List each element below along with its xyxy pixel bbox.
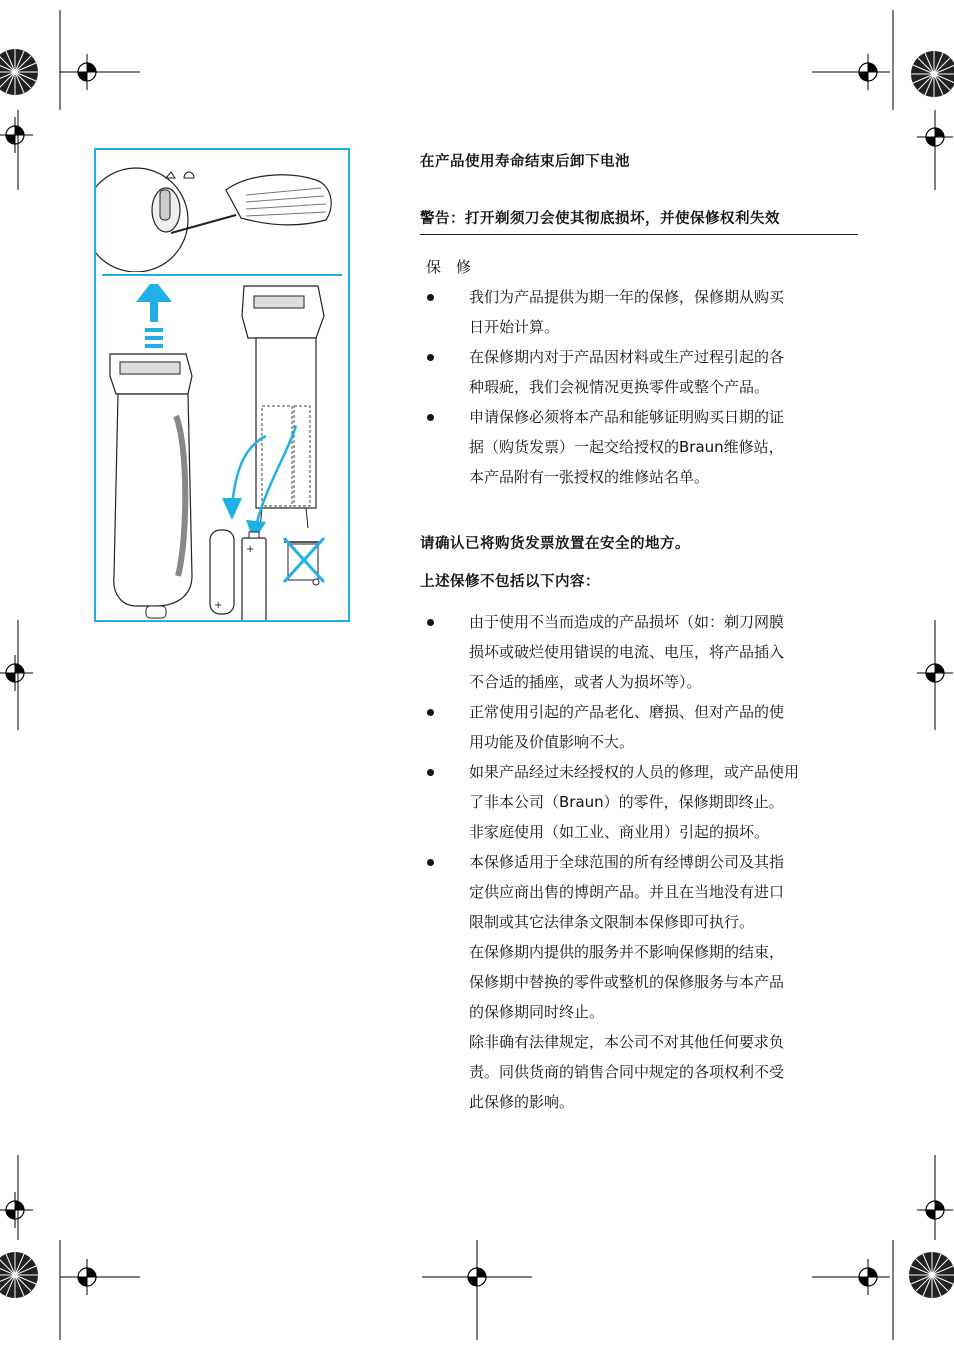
bullet-dot (427, 859, 434, 866)
exclusions-section (420, 607, 860, 1117)
list-item-line: 本产品附有一张授权的维修站名单。 (469, 468, 710, 486)
list-item-line: 非家庭使用（如工业、商业用）引起的损坏。 (469, 823, 770, 841)
receipt-note-block (420, 532, 860, 553)
list-item-line: 定供应商出售的博朗产品。并且在当地没有进口 (469, 883, 785, 901)
bullet-dot (427, 354, 434, 361)
bullet-dot (427, 769, 434, 776)
list-item-line: 损坏或破烂使用错误的电流、电压，将产品插入 (469, 643, 785, 661)
remove-battery-heading-block (420, 150, 860, 171)
list-item-line: 限制或其它法律条文限制本保修即可执行。 (469, 913, 755, 931)
battery-removal-illustration (94, 148, 350, 622)
list-item (420, 607, 860, 697)
list-item-line: 种瑕疵，我们会视情况更换零件或整个产品。 (469, 378, 770, 396)
list-item-line: 保修期中替换的零件或整机的保修服务与本产品 (469, 973, 785, 991)
shaver-disassembly-drawing (96, 276, 348, 620)
receipt-note: 请确认已将购货发票放置在安全的地方。 (420, 536, 690, 552)
list-item-line: 申请保修必须将本产品和能够证明购买日期的证 (469, 408, 785, 426)
list-item (420, 757, 860, 847)
list-item-line: 本保修适用于全球范围的所有经博朗公司及其指 (469, 853, 785, 871)
bullet-dot (427, 294, 434, 301)
list-item-line: 据（购货发票）一起交给授权的Braun维修站， (469, 438, 784, 456)
exclusions-title-block (420, 570, 860, 591)
list-item-line: 除非确有法律规定，本公司不对其他任何要求负 (469, 1033, 785, 1051)
warranty-list (420, 282, 860, 492)
list-item-line: 由于使用不当而造成的产品损坏（如：剃刀网膜 (469, 613, 785, 631)
list-item-line: 正常使用引起的产品老化、磨损、但对产品的使 (469, 703, 785, 721)
opening-shaver-drawing (96, 150, 348, 272)
list-item-line: 不合适的插座，或者人为损坏等）。 (469, 673, 702, 691)
list-item-line: 了非本公司（Braun）的零件，保修期即终止。 (469, 793, 784, 811)
list-item-line: 的保修期同时终止。 (469, 1003, 605, 1021)
exclusions-title: 上述保修不包括以下内容： (420, 574, 600, 590)
warranty-title: 保 修 (426, 258, 472, 276)
bullet-dot (427, 709, 434, 716)
list-item-line: 此保修的影响。 (469, 1093, 575, 1111)
list-item (420, 697, 860, 757)
battery-plus-label-1: + (214, 600, 223, 611)
list-item-line: 在保修期内提供的服务并不影响保修期的结束， (469, 943, 785, 961)
list-item (420, 342, 860, 402)
list-item-line: 责。同供货商的销售合同中规定的各项权利不受 (469, 1063, 785, 1081)
list-item-line: 日开始计算。 (469, 318, 560, 336)
list-item (420, 282, 860, 342)
warning-text: 警告：打开剃须刀会使其彻底损坏，并使保修权利失效 (420, 207, 858, 235)
bullet-dot (427, 414, 434, 421)
list-item-line: 用功能及价值影响不大。 (469, 733, 635, 751)
list-item-line: 在保修期内对于产品因材料或生产过程引起的各 (469, 348, 785, 366)
bullet-dot (427, 619, 434, 626)
warranty-section (420, 252, 860, 492)
remove-battery-heading: 在产品使用寿命结束后卸下电池 (420, 154, 630, 170)
battery-plus-label-2: + (246, 544, 255, 555)
list-item-line: 如果产品经过未经授权的人员的修理，或产品使用 (469, 763, 800, 781)
warning-block (420, 207, 858, 235)
list-item (420, 847, 860, 1117)
list-item-line: 我们为产品提供为期一年的保修，保修期从购买 (469, 288, 785, 306)
list-item (420, 402, 860, 492)
exclusion-list (420, 607, 860, 1117)
